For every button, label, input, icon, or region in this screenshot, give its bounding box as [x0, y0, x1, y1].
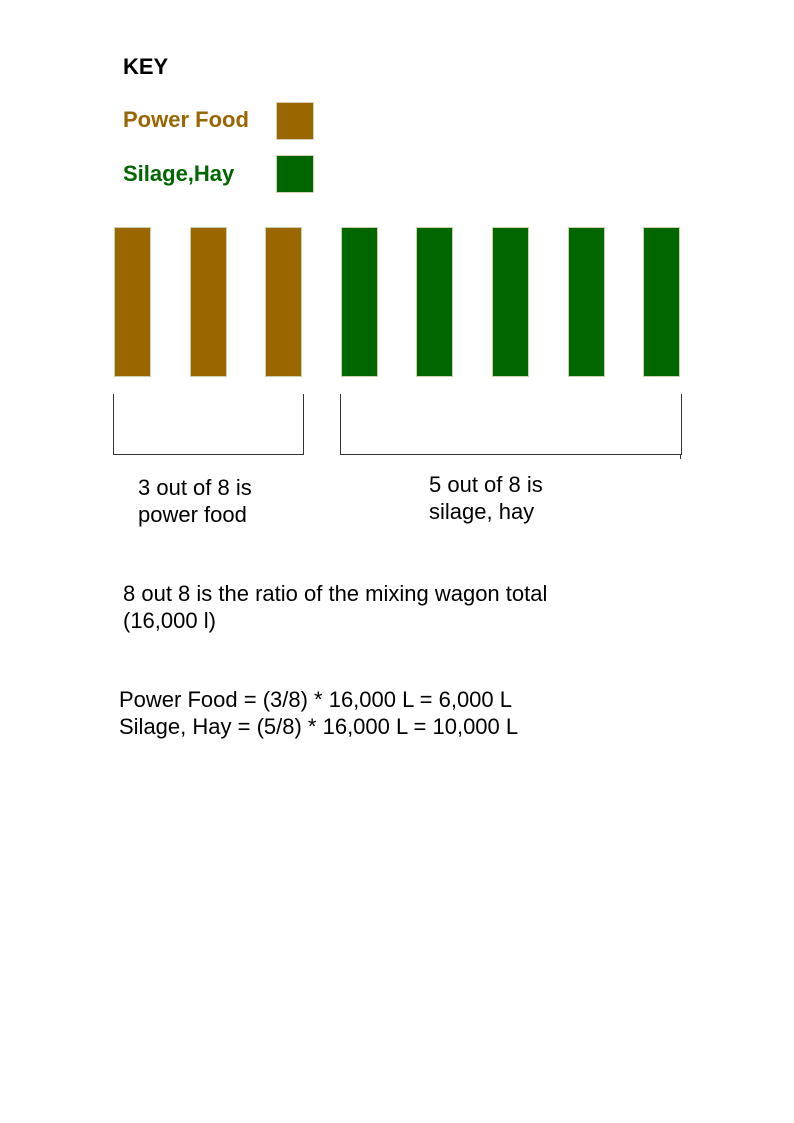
formula-silage-hay: Silage, Hay = (5/8) * 16,000 L = 10,000 L — [119, 714, 519, 739]
key-label-power-food: Power Food — [123, 107, 249, 132]
key-swatch-power-food — [276, 102, 314, 140]
power-food-fraction-line2: power food — [138, 502, 247, 527]
silage-hay-fraction-line2: silage, hay — [429, 499, 535, 524]
key-label-silage-hay: Silage,Hay — [123, 161, 235, 186]
key-title: KEY — [123, 54, 169, 79]
formula-power-food: Power Food = (3/8) * 16,000 L = 6,000 L — [119, 687, 513, 712]
total-ratio-line2: (16,000 l) — [123, 608, 216, 633]
bar-silage-7 — [568, 227, 605, 377]
key-swatch-silage-hay — [276, 155, 314, 193]
bar-silage-5 — [416, 227, 453, 377]
total-ratio-line1: 8 out 8 is the ratio of the mixing wagon total — [123, 581, 548, 606]
bar-silage-6 — [492, 227, 529, 377]
power-food-fraction-text — [138, 474, 252, 528]
bar-power-3 — [265, 227, 302, 377]
power-food-bracket — [113, 394, 304, 455]
bar-power-2 — [190, 227, 227, 377]
silage-hay-bracket-tick — [680, 455, 681, 459]
bar-silage-4 — [341, 227, 378, 377]
total-ratio-text — [123, 580, 547, 634]
formulas — [119, 686, 518, 740]
silage-hay-fraction-line1: 5 out of 8 is — [429, 472, 543, 497]
silage-hay-fraction-text — [429, 471, 543, 525]
power-food-fraction-line1: 3 out of 8 is — [138, 475, 252, 500]
bar-silage-8 — [643, 227, 680, 377]
silage-hay-bracket — [340, 394, 682, 455]
bar-power-1 — [114, 227, 151, 377]
